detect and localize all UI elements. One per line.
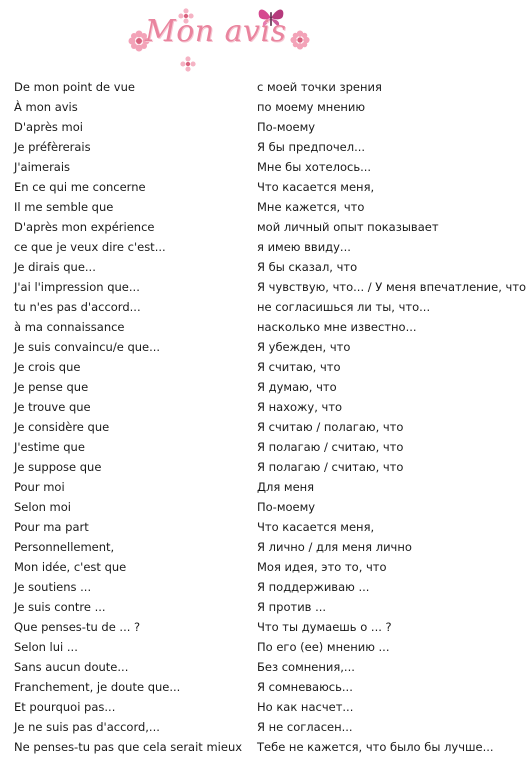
french-phrase: Je considère que [14, 420, 110, 434]
table-row [0, 457, 526, 477]
russian-translation: насколько мне известно... [257, 320, 417, 334]
french-phrase: Personnellement, [14, 540, 115, 554]
russian-translation: не согласишься ли ты, что... [257, 300, 431, 314]
table-row [0, 177, 526, 197]
french-phrase: Je ne suis pas d'accord,... [14, 720, 160, 734]
table-row [0, 737, 526, 757]
russian-translation: Я убежден, что [257, 340, 351, 354]
table-row [0, 257, 526, 277]
french-phrase: ce que je veux dire c'est... [14, 240, 166, 254]
russian-translation: Я бы предпочел... [257, 140, 366, 154]
table-row [0, 517, 526, 537]
russian-translation: Что касается меня, [257, 520, 375, 534]
french-phrase: Je soutiens ... [14, 580, 92, 594]
table-row [0, 137, 526, 157]
russian-translation: Я против ... [257, 600, 327, 614]
french-phrase: à ma connaissance [14, 320, 125, 334]
russian-translation: Я лично / для меня лично [257, 540, 412, 554]
russian-translation: Я не согласен... [257, 720, 353, 734]
table-row [0, 437, 526, 457]
table-row [0, 497, 526, 517]
french-phrase: D'après mon expérience [14, 220, 155, 234]
table-row [0, 417, 526, 437]
table-row [0, 197, 526, 217]
table-row [0, 617, 526, 637]
french-phrase: Selon moi [14, 500, 71, 514]
russian-translation: по моему мнению [257, 100, 366, 114]
table-row [0, 557, 526, 577]
table-row [0, 97, 526, 117]
table-row [0, 397, 526, 417]
french-phrase: Je dirais que... [14, 260, 96, 274]
russian-translation: По его (ее) мнению ... [257, 640, 390, 654]
french-phrase: Que penses-tu de ... ? [14, 620, 141, 634]
russian-translation: По-моему [257, 500, 316, 514]
french-phrase: Je suis contre ... [14, 600, 106, 614]
french-phrase: Sans aucun doute... [14, 660, 129, 674]
french-phrase: Il me semble que [14, 200, 114, 214]
page-title: Mon avis [145, 14, 287, 49]
flower-icon [290, 30, 310, 50]
french-phrase: Je suppose que [14, 460, 102, 474]
russian-translation: Мне бы хотелось... [257, 160, 372, 174]
russian-translation: Я чувствую, что... / У меня впечатление, что [257, 280, 526, 294]
french-phrase: tu n'es pas d'accord... [14, 300, 141, 314]
table-row [0, 337, 526, 357]
table-row [0, 297, 526, 317]
french-phrase: Ne penses-tu pas que cela serait mieux [14, 740, 243, 754]
russian-translation: Я считаю, что [257, 360, 341, 374]
header-banner [0, 0, 526, 78]
russian-translation: Тебе не кажется, что было бы лучше... [257, 740, 494, 754]
table-row [0, 357, 526, 377]
russian-translation: Для меня [257, 480, 315, 494]
french-phrase: Je crois que [14, 360, 81, 374]
french-phrase: Et pourquoi pas... [14, 700, 116, 714]
russian-translation: Я полагаю / считаю, что [257, 460, 404, 474]
table-row [0, 677, 526, 697]
french-phrase: J'ai l'impression que... [14, 280, 140, 294]
table-row [0, 157, 526, 177]
french-phrase: À mon avis [14, 100, 78, 114]
french-phrase: Pour moi [14, 480, 65, 494]
table-row [0, 117, 526, 137]
french-phrase: Je préfèrerais [14, 140, 91, 154]
table-row [0, 637, 526, 657]
table-row [0, 277, 526, 297]
russian-translation: Моя идея, это то, что [257, 560, 387, 574]
french-phrase: Franchement, je doute que... [14, 680, 181, 694]
table-row [0, 77, 526, 97]
table-row [0, 377, 526, 397]
french-phrase: De mon point de vue [14, 80, 135, 94]
french-phrase: Mon idée, c'est que [14, 560, 127, 574]
russian-translation: Мне кажется, что [257, 200, 365, 214]
russian-translation: Я думаю, что [257, 380, 337, 394]
russian-translation: Что ты думаешь о ... ? [257, 620, 392, 634]
russian-translation: По-моему [257, 120, 316, 134]
russian-translation: Я поддерживаю ... [257, 580, 370, 594]
russian-translation: с моей точки зрения [257, 80, 382, 94]
russian-translation: Но как насчет... [257, 700, 354, 714]
french-phrase: Je suis convaincu/e que... [14, 340, 161, 354]
table-row [0, 597, 526, 617]
table-row [0, 717, 526, 737]
russian-translation: Я считаю / полагаю, что [257, 420, 404, 434]
russian-translation: я имею ввиду... [257, 240, 351, 254]
russian-translation: Я бы сказал, что [257, 260, 358, 274]
french-phrase: J'estime que [14, 440, 85, 454]
table-row [0, 317, 526, 337]
table-row [0, 697, 526, 717]
russian-translation: Я нахожу, что [257, 400, 343, 414]
flower-icon [180, 56, 196, 72]
french-phrase: Je trouve que [14, 400, 91, 414]
french-phrase: Je pense que [14, 380, 89, 394]
table-row [0, 217, 526, 237]
table-row [0, 577, 526, 597]
french-phrase: Selon lui ... [14, 640, 78, 654]
table-row [0, 657, 526, 677]
french-phrase: Pour ma part [14, 520, 89, 534]
french-phrase: En ce qui me concerne [14, 180, 146, 194]
french-phrase: D'après moi [14, 120, 83, 134]
table-row [0, 237, 526, 257]
russian-translation: Без сомнения,... [257, 660, 355, 674]
table-row [0, 537, 526, 557]
table-row [0, 477, 526, 497]
russian-translation: мой личный опыт показывает [257, 220, 439, 234]
french-phrase: J'aimerais [14, 160, 71, 174]
russian-translation: Что касается меня, [257, 180, 375, 194]
russian-translation: Я сомневаюсь... [257, 680, 353, 694]
russian-translation: Я полагаю / считаю, что [257, 440, 404, 454]
